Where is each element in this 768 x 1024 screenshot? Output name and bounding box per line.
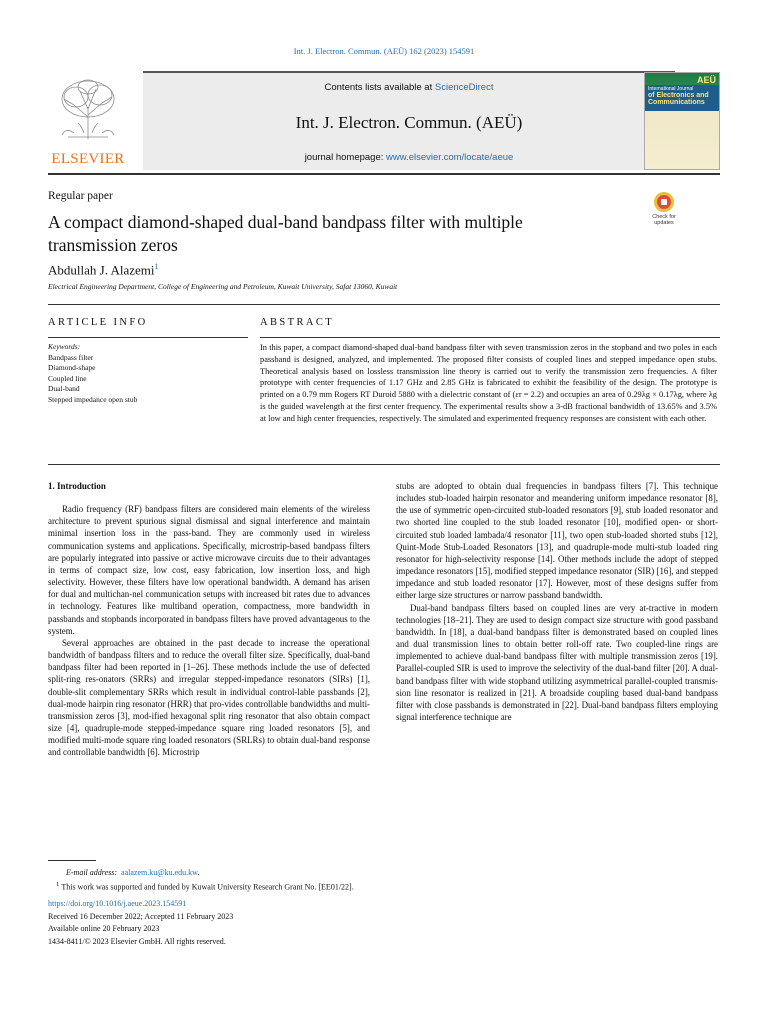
email-label: E-mail address: — [66, 868, 118, 877]
header-divider — [48, 304, 720, 305]
homepage-line — [143, 152, 675, 163]
journal-homepage-link[interactable]: www.elsevier.com/locate/aeue — [386, 152, 514, 163]
funding-text: This work was supported and funded by Kuwait University Research Grant No. [EE01/22]. — [61, 882, 354, 892]
abstract-text: In this paper, a compact diamond-shaped dual-band bandpass filter with seven transmission zeros in the stopband and two poles in each passband is designed, analyzed, and implemented. The proposed filter consists of coupled lines and stepped impedance open stubs. Theoretical analysis based on lossless transmission line theory is carried out to verify the transmission zero frequencies. A filter prototype with center frequencies of 1.17 GHz and 2.85 GHz is fabricated to exhibit the feasibility of the design. The prototype is printed on a 0.79 mm Rogers RT Duroid 5880 with a dielectric constant of (εr = 2.2) and occupies an area of 0.29λg × 0.17λg, where λg is the guided wavelength at the first center frequency. The experimental results show a 3-dB fractional bandwidth of 13.65% and 3.5% at low and high center frequencies, respectively. The simulated and experimented frequency responses are consistent with each other. — [260, 343, 717, 423]
copyright-line: 1434-8411/© 2023 Elsevier GmbH. All rights reserved. — [48, 936, 226, 946]
sciencedirect-link[interactable]: ScienceDirect — [434, 82, 494, 93]
author-line — [48, 262, 159, 278]
keyword-item: Dual-band — [48, 384, 80, 393]
section-heading-introduction: 1. Introduction — [48, 481, 106, 491]
body-paragraph: Dual-band bandpass filters based on coupled lines are very at-tractive in modern technologies [18–21]. They are used to design compact size structure with good passband bandwidth. In [18], a dual-band bandpass filter is demonstrated based on coupled lines and dual transmission lines to obtain better roll-off rate. Two coupled-line rings are implemented to achieve dual-band bandpass filter with multiple transmission zeros [19]. Parallel-coupled SIR is used to improve the selectivity of the dual-band filter [20]. A dual-band bandpass filter with wide stopband utilizing asymmetrical parallel-coupled transmis-sion line resonator is realized in [21]. A broadside coupling based dual-band bandpass filter with close passbands is demonstrated in [22]. Dual-band bandpass filters employing signal interference technique are — [396, 602, 718, 722]
publication-info — [48, 898, 548, 948]
keyword-item: Stepped impedance open stub — [48, 394, 138, 404]
author-affiliation: Electrical Engineering Department, College of Engineering and Petroleum, Kuwait University, Safat 13060, Kuwait — [48, 282, 398, 291]
journal-citation-link[interactable]: Int. J. Electron. Commun. (AEÜ) 162 (2023) 154591 — [293, 46, 475, 56]
elsevier-tree-icon — [54, 77, 122, 141]
elsevier-wordmark: ELSEVIER — [51, 151, 125, 167]
abstract-heading: ABSTRACT — [260, 317, 335, 328]
body-paragraph: stubs are adopted to obtain dual frequencies in bandpass filters [7]. This technique includes stub-loaded hairpin resonator and meandering uniform impedance resonator [8], the use of symmetric open-circuited stub-loaded resonators [9], stub loaded resonator and two shorted line coupled to the stub loaded resonator [10], modified open- or short-circuited stub loaded lambada/4 resonator [11], two open stub-loaded shorted stubs [12], Quint-Mode Stub-Loaded Resonators [13], and quadruple-mode multi-stub loaded ring resonator for high-selectivity response [14]. Other methods include the adopt of stepped impedance resonators [15], modified stepped impedance resonator (SIR) [16], and stepped impedance and stub loaded resonator [17]. However, most of these designs suffer from either large size structures or narrow passband bandwidth. — [396, 481, 718, 601]
available-online-date: Available online 20 February 2023 — [48, 924, 160, 933]
footnote-rule — [48, 860, 96, 861]
keyword-item: Diamond-shape — [48, 363, 96, 372]
footnote-funding — [48, 879, 548, 894]
article-info-heading: ARTICLE INFO — [48, 317, 148, 328]
keywords-label: Keywords: — [48, 342, 81, 351]
cover-small-text: International Journal — [648, 86, 694, 92]
article-info-rule — [48, 337, 248, 338]
author-name: Abdullah J. Alazemi — [48, 262, 155, 278]
check-for-updates-button[interactable] — [644, 192, 684, 232]
masthead-rule — [48, 173, 720, 175]
cover-title-line-2: Communications — [648, 99, 705, 106]
body-paragraph: Several approaches are obtained in the past decade to increase the operational bandwidth of bandpass filters and to reduce the overall filter size. Specifically, dual-band bandpass filter had been reported in [1–26]. These methods include the use of defected split-ring res-onators (SRRs) and irregular stepped-impedance resonators (SIRs) [1], double-slit complementary SRRs which result in individual control-lable passbands [2], dual-mode hairpin ring resonator (HRR) that pro-vides controllable bandwidths and multi-transmission zeros [3], mod-ified hexagonal split ring resonator that also obtain compact size [4], quadruple-mode stepped-impedance square ring loaded resonators [5], and modified multi-mode square ring loaded resonators (SRLRs) to obtain dual-band response and controllable bandwidth [6]. Microstrip — [48, 637, 370, 758]
email-suffix: . — [197, 868, 200, 877]
article-title: A compact diamond-shaped dual-band bandpass filter with multiple transmission zeros — [48, 212, 523, 255]
funding-footnote-mark: 1 — [56, 881, 60, 888]
journal-cover-thumbnail[interactable] — [644, 72, 720, 170]
body-column-right — [396, 480, 718, 723]
article-type: Regular paper — [48, 190, 113, 202]
cover-title — [648, 92, 709, 106]
author-footnote-mark[interactable]: 1 — [154, 262, 159, 271]
journal-masthead — [48, 71, 720, 170]
doi-link[interactable]: https://doi.org/10.1016/j.aeue.2023.154591 — [48, 899, 187, 908]
keyword-item: Bandpass filter — [48, 352, 94, 362]
footnotes — [48, 867, 548, 894]
keyword-item: Coupled line — [48, 373, 87, 383]
author-email-link[interactable]: aalazem.ku@ku.edu.kw — [121, 868, 198, 877]
abstract-rule — [260, 337, 720, 338]
abstract-bottom-rule — [48, 464, 720, 465]
crossmark-label-line-2: updates — [654, 220, 674, 226]
body-paragraph: Radio frequency (RF) bandpass filters are considered main elements of the wireless architecture to prevent spurious signal dismissal and signal interference and maintain minimal insertion loss in the pass-band. They are commonly used in wireless communication systems and applications. Specifically, microstrip-based bandpass filters are popularly integrated into passive or active microwave circuits due to their advantages in terms of compact size, low cost, easy fabrication, low insertion loss, and high selectivity. However, these filters have low operational bandwidth. A demand has arisen for dual and multichan-nel communication setups with increased bit rates due to advances in technology. Features like multiband operation, compactness, more bandwidth in passbands and stopbands incorporated in bandpass filters have proved advantageous to the system. — [48, 504, 370, 636]
crossmark-icon — [654, 192, 674, 212]
keywords-block — [48, 342, 248, 405]
crossmark-label-line-1: Check for — [652, 214, 676, 220]
crossmark-label — [644, 214, 684, 226]
body-column-left — [48, 480, 370, 758]
homepage-prefix: journal homepage: — [304, 152, 387, 163]
cover-badge: AEÜ — [696, 75, 716, 85]
elsevier-logo[interactable] — [48, 71, 128, 170]
received-dates: Received 16 December 2022; Accepted 11 February 2023 — [48, 911, 234, 921]
cover-title-line-1: of Electronics and — [648, 92, 709, 99]
contents-line — [143, 82, 675, 93]
footnote-email — [48, 867, 548, 879]
contents-prefix: Contents lists available at — [324, 82, 435, 93]
masthead-banner — [143, 71, 675, 170]
journal-title: Int. J. Electron. Commun. (AEÜ) — [295, 113, 523, 132]
